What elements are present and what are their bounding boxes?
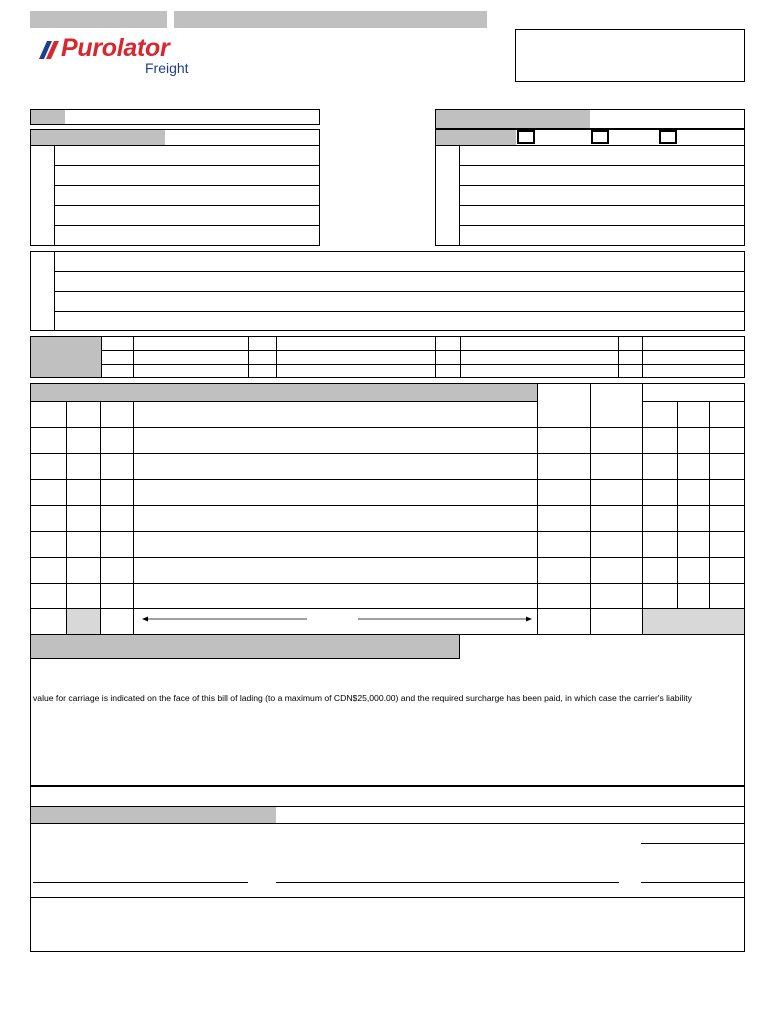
shipper-signature-line[interactable] — [33, 882, 248, 883]
payment-terms-label — [436, 130, 516, 145]
bill-to-line-1[interactable] — [54, 271, 744, 272]
pickup-date-line[interactable] — [641, 882, 744, 883]
pro-number-box[interactable] — [515, 29, 745, 82]
shipper-side-label — [54, 145, 55, 245]
prepaid-checkbox[interactable] — [517, 130, 535, 144]
collect-checkbox[interactable] — [591, 130, 609, 144]
service-options-grid — [30, 336, 745, 378]
consignee-side-label — [459, 145, 460, 245]
table-row — [31, 505, 744, 506]
shipment-details-table — [30, 383, 745, 635]
signature-header — [31, 807, 276, 823]
terms-header — [31, 635, 460, 659]
header-bar-left — [30, 11, 167, 28]
bill-to-line-2[interactable] — [54, 291, 744, 292]
total-class-cell — [643, 609, 744, 634]
table-row — [31, 531, 744, 532]
logo-subtitle: Freight — [145, 60, 189, 76]
total-arrow-left-icon — [142, 614, 308, 624]
table-row — [31, 608, 744, 609]
table-row — [31, 453, 744, 454]
table-row — [31, 557, 744, 558]
shipper-name-field[interactable] — [30, 129, 320, 246]
remarks-box[interactable] — [30, 897, 745, 952]
consignee-line-1[interactable] — [459, 165, 744, 166]
consignee-line-3[interactable] — [459, 205, 744, 206]
liability-text: value for carriage is indicated on the face of this bill of lading (to a maximum of CDN$25,000.00) and the required surcharge has been paid, in which case the carrier's liability — [33, 693, 692, 703]
shipper-account-field[interactable] — [30, 109, 320, 125]
shipper-line-1[interactable] — [54, 165, 319, 166]
driver-signature-line[interactable] — [276, 882, 619, 883]
total-pieces-cell — [67, 609, 100, 634]
table-row — [31, 427, 744, 428]
table-row — [31, 583, 744, 584]
shipper-header-label — [31, 130, 165, 145]
shipper-account-label — [31, 110, 65, 124]
consignee-account-label — [436, 110, 590, 128]
shipper-line-4[interactable] — [54, 225, 319, 226]
description-header — [31, 384, 537, 401]
consignee-block — [435, 129, 745, 246]
table-row — [31, 479, 744, 480]
total-arrow-right-icon — [358, 614, 532, 624]
shipper-line-2[interactable] — [54, 185, 319, 186]
logo-brand: Purolator — [61, 34, 170, 62]
consignee-line-2[interactable] — [459, 185, 744, 186]
third-party-checkbox[interactable] — [659, 130, 677, 144]
service-options-label — [31, 337, 101, 377]
date-line[interactable] — [641, 843, 744, 844]
header-bar-right — [174, 11, 487, 28]
consignee-line-4[interactable] — [459, 225, 744, 226]
shipper-line-3[interactable] — [54, 205, 319, 206]
bill-to-line-3[interactable] — [54, 311, 744, 312]
